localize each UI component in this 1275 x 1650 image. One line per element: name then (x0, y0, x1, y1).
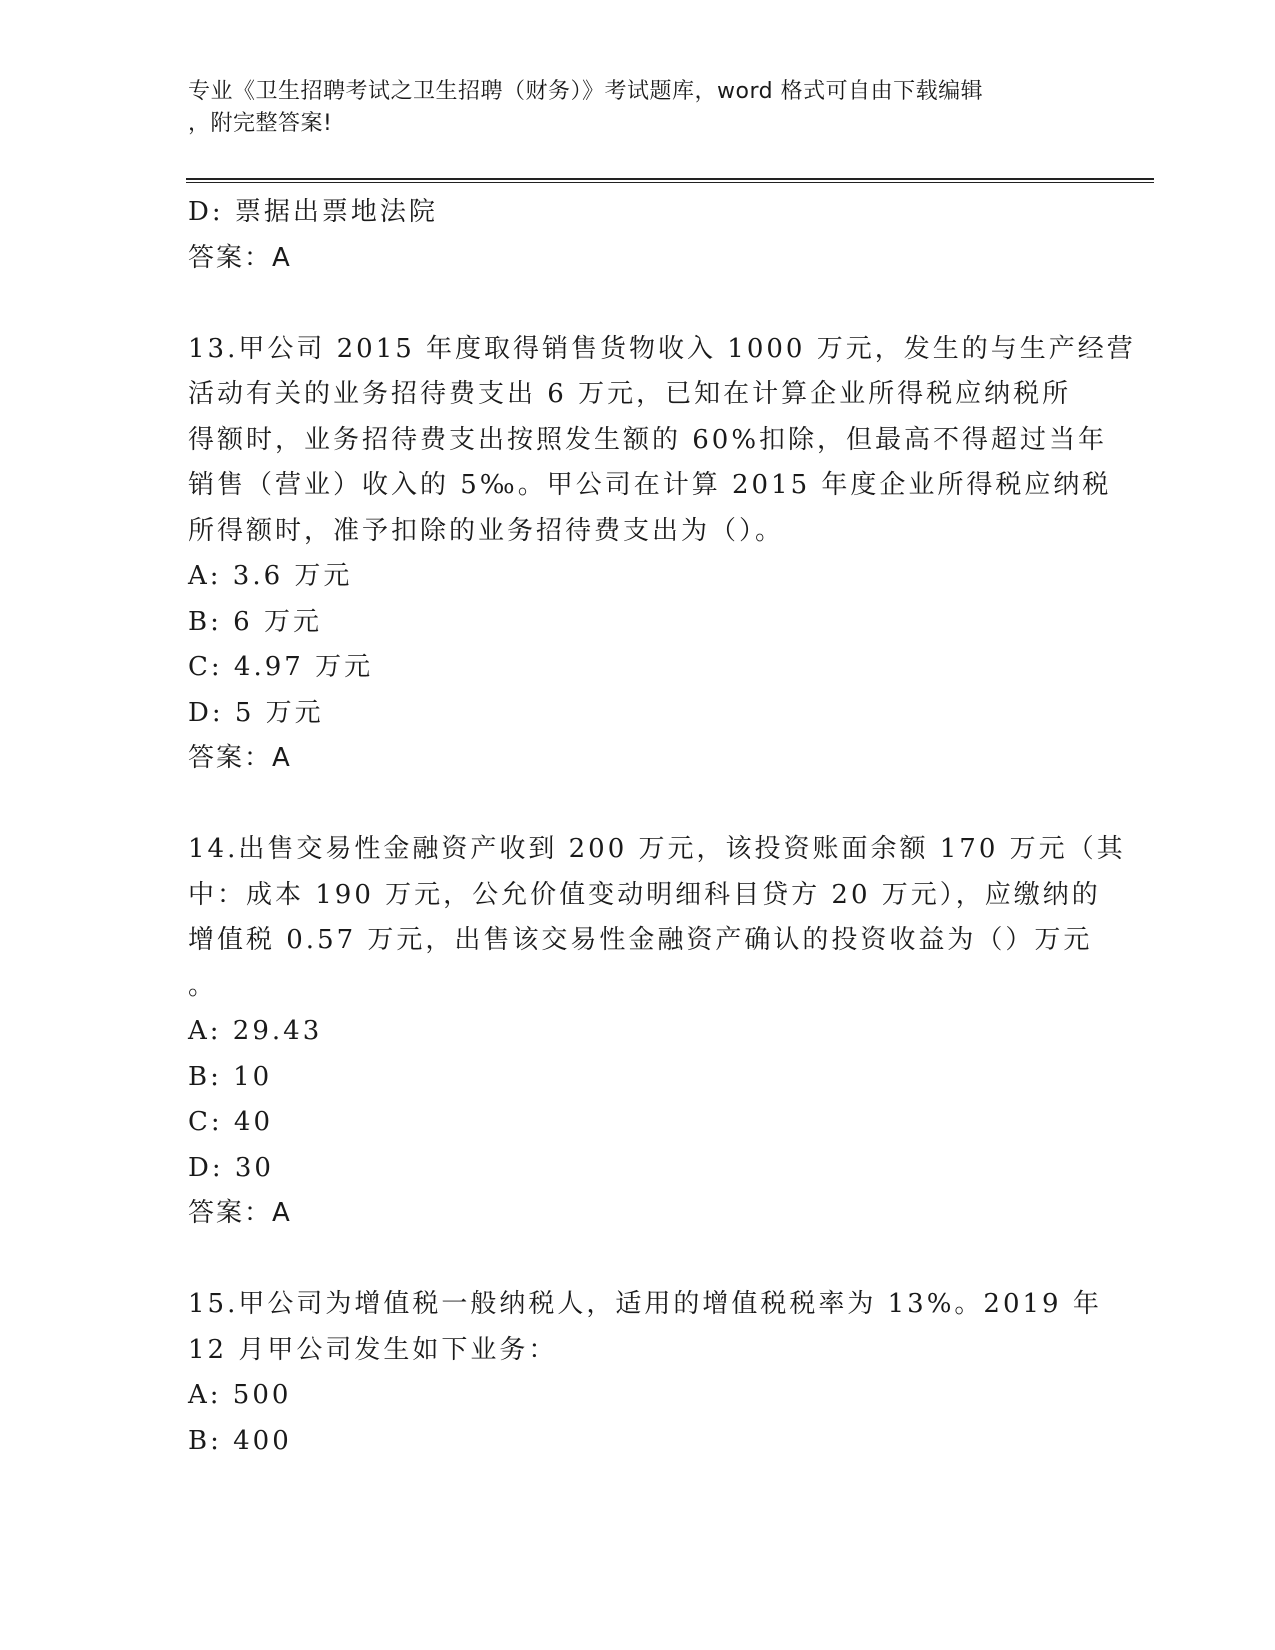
q14-stem-line: 。 (188, 970, 218, 1001)
spacer (188, 1237, 1078, 1283)
q15-option-a: A: 500 (188, 1380, 292, 1410)
q13-stem-line: 13.甲公司 2015 年度取得销售货物收入 1000 万元，发生的与生产经营 (188, 333, 1136, 364)
question-13 (188, 327, 1136, 782)
q13-stem-line: 销售（营业）收入的 5‰。甲公司在计算 2015 年度企业所得税应纳税 (188, 470, 1112, 500)
question-14 (188, 827, 1126, 1237)
q15-stem-line: 15.甲公司为增值税一般纳税人，适用的增值税税率为 13%。2019 年 (188, 1289, 1102, 1319)
q14-stem-line: 14.出售交易性金融资产收到 200 万元，该投资账面余额 170 万元（其 (188, 834, 1126, 864)
header-line-2: ，附完整答案! (188, 111, 333, 136)
question-content (188, 190, 1136, 1464)
header-line-1: 专业《卫生招聘考试之卫生招聘（财务）》考试题库，word 格式可自由下载编辑 (188, 79, 984, 104)
q13-stem-line: 得额时，业务招待费支出按照发生额的 60%扣除，但最高不得超过当年 (188, 424, 1108, 455)
q14-option-b: B: 10 (188, 1061, 273, 1092)
q15-stem-line: 12 月甲公司发生如下业务： (188, 1334, 558, 1365)
q13-option-b: B: 6 万元 (188, 606, 322, 637)
q12-answer: 答案：A (188, 242, 292, 273)
q14-answer: 答案：A (188, 1198, 292, 1228)
q14-option-a: A: 29.43 (188, 1016, 323, 1046)
q14-stem-line: 中：成本 190 万元，公允价值变动明细科目贷方 20 万元），应缴纳的 (188, 879, 1101, 910)
q13-option-d: D: 5 万元 (188, 697, 324, 728)
q14-option-d: D: 30 (188, 1152, 274, 1183)
q13-answer: 答案：A (188, 743, 292, 773)
q13-option-c: C: 4.97 万元 (188, 652, 374, 682)
q14-option-c: C: 40 (188, 1107, 274, 1137)
q13-stem-line: 所得额时，准予扣除的业务招待费支出为（）。 (188, 515, 785, 546)
spacer (188, 782, 1078, 828)
page-header (188, 76, 1068, 140)
q13-option-a: A: 3.6 万元 (188, 561, 353, 591)
q15-option-b: B: 400 (188, 1425, 292, 1456)
q14-stem-line: 增值税 0.57 万元，出售该交易性金融资产确认的投资收益为（）万元 (188, 925, 1093, 955)
spacer (188, 281, 1078, 327)
q12-option-d: D: 票据出票地法院 (188, 197, 438, 227)
question-15 (188, 1282, 1102, 1464)
q13-stem-line: 活动有关的业务招待费支出 6 万元，已知在计算企业所得税应纳税所 (188, 379, 1072, 409)
header-divider (186, 178, 1154, 183)
